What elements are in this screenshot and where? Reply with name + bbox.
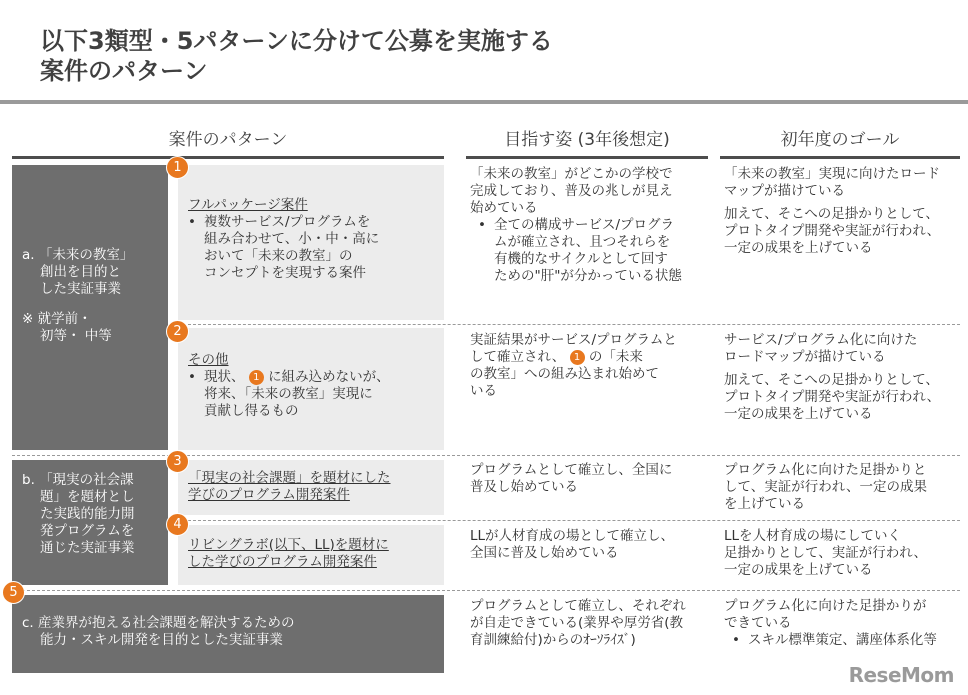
row2-goal1 [724, 332, 964, 423]
row1-desc2: 組み合わせて、小・中・高に [204, 231, 380, 247]
row-separator-4 [12, 590, 960, 591]
category-a-line2: 創出を目的と [40, 264, 121, 280]
row1-goal3-b2: ムが確立され、且つそれらを [494, 234, 671, 250]
category-b-line4: 発プログラムを [40, 523, 135, 539]
row1-goal1-line3: 加えて、そこへの足掛かりとして、 [724, 206, 939, 222]
row4-goal1-line3: 一定の成果を上げている [724, 562, 873, 578]
row1-pattern-cell [178, 165, 444, 320]
row1-goal3 [470, 166, 710, 285]
row2-goal1-line4: プロトタイプ開発や実証が行われ、 [724, 389, 941, 405]
row4-goal3-line1: LLが人材育成の場として確立し、 [470, 528, 675, 544]
category-b-line3: た実践的能力開 [40, 506, 135, 522]
page-title [40, 26, 553, 86]
header-rule-pattern [12, 156, 444, 159]
category-a-line1: a. 「未来の教室」 [22, 247, 134, 263]
row1-goal1-line4: プロトタイプ開発や実証が行われ、 [724, 223, 941, 239]
row1-goal3-line3: 始めている [470, 200, 538, 216]
row5-goal3-line2: が自走できている(業界や厚労省(教 [470, 615, 684, 631]
row3-pattern-cell [178, 460, 444, 515]
row-separator-1 [178, 324, 960, 325]
inline-badge-1b: 1 [570, 350, 585, 365]
row1-goal3-b1: 全ての構成サービス/プログラ [494, 217, 675, 233]
row1-goal1-line1: 「未来の教室」実現に向けたロード [724, 166, 940, 182]
pattern-badge-2: 2 [166, 320, 189, 343]
row4-goal3-line2: 全国に普及し始めている [470, 545, 619, 561]
row5-goal1-line3: スキル標準策定、講座体系化等 [748, 632, 937, 648]
row5-goal1-bullet: • [732, 632, 740, 648]
row5-goal1-line1: プログラム化に向けた足掛かりが [724, 598, 927, 614]
row-separator-3 [178, 520, 960, 521]
category-a-note1: ※ 就学前・ [22, 311, 92, 327]
row4-title-line2: した学びのプログラム開発案件 [188, 554, 377, 570]
row1-goal3-b4: ための"肝"が分かっている状態 [494, 268, 682, 284]
row2-title: その他 [188, 352, 229, 368]
header-rule-goal3 [466, 156, 708, 159]
row1-goal1 [724, 166, 964, 257]
row3-goal1-line3: を上げている [724, 496, 805, 512]
row3-goal3 [470, 462, 710, 496]
row2-goal3-line1: 実証結果がサービス/プログラムと [470, 332, 677, 348]
row4-goal3 [470, 528, 710, 562]
row3-goal1 [724, 462, 964, 513]
pattern-badge-1: 1 [166, 156, 189, 179]
row2-desc2: 将来、「未来の教室」実現に [204, 386, 373, 402]
header-goal-first-year: 初年度のゴール [780, 130, 900, 150]
row1-goal3-bullet: • [478, 217, 486, 233]
row2-goal3-line4: いる [470, 383, 497, 399]
title-line-1: 以下3類型・5パターンに分けて公募を実施する [40, 27, 553, 55]
row1-title: フルパッケージ案件 [188, 197, 308, 213]
row2-desc1a: 現状、 [204, 369, 245, 385]
row5-goal3 [470, 598, 710, 649]
category-a-block [12, 165, 168, 450]
row5-goal3-line3: 育訓練給付)からのｵｰｿﾗｲｽﾞ) [470, 632, 636, 648]
row5-goal3-line1: プログラムとして確立し、それぞれ [470, 598, 686, 614]
row4-goal1-line1: LLを人材育成の場にしていく [724, 528, 902, 544]
row5-goal1-line2: できている [724, 615, 792, 631]
row2-goal3 [470, 332, 710, 400]
row1-goal3-b3: 有機的なサイクルとして回す [494, 251, 668, 267]
row1-desc1: 複数サービス/プログラムを [204, 214, 371, 230]
category-a-line3: した実証事業 [40, 281, 121, 297]
header-rule-goal1 [720, 156, 960, 159]
category-b-line2: 題」を題材とし [40, 489, 135, 505]
row2-goal1-line3: 加えて、そこへの足掛かりとして、 [724, 372, 939, 388]
row3-goal3-line2: 普及し始めている [470, 479, 578, 495]
row2-desc3: 貢献し得るもの [204, 403, 299, 419]
row2-goal3-line2a: して確立され、 [470, 349, 566, 365]
row2-goal3-line2b: の「未来 [588, 349, 643, 365]
row1-desc4: コンセプトを実現する案件 [204, 265, 366, 281]
row3-goal3-line1: プログラムとして確立し、全国に [470, 462, 673, 478]
category-b-block [12, 460, 168, 585]
row3-goal1-line2: して、実証が行われ、一定の成果 [724, 479, 928, 495]
row4-pattern-cell [178, 525, 444, 585]
inline-badge-1: 1 [249, 370, 264, 385]
row3-goal1-line1: プログラム化に向けた足掛かりと [724, 462, 927, 478]
resemom-logo: ReseMom [848, 663, 954, 687]
category-c-line2: 能力・スキル開発を目的とした実証事業 [40, 632, 283, 648]
header-pattern: 案件のパターン [168, 130, 288, 150]
row5-goal1 [724, 598, 964, 649]
header-goal-3years: 目指す姿 (3年後想定) [504, 130, 670, 150]
row2-goal3-line3: の教室」への組み込まれ始めて [470, 366, 659, 382]
row2-bullet: • [188, 369, 196, 385]
row2-pattern-cell [178, 328, 444, 450]
row4-title-line1: リビングラボ(以下、LL)を題材に [188, 537, 389, 553]
category-c-line1: c. 産業界が抱える社会課題を解決するための [22, 615, 295, 631]
row1-goal3-line2: 完成しており、普及の兆しが見え [470, 183, 673, 199]
row1-desc3: おいて「未来の教室」の [204, 248, 353, 264]
category-b-line5: 通じた実証事業 [40, 540, 135, 556]
row2-goal1-line1: サービス/プログラム化に向けた [724, 332, 918, 348]
category-b-line1: b. 「現実の社会課 [22, 472, 134, 488]
row4-goal1-line2: 足掛かりとして、実証が行われ、 [724, 545, 928, 561]
row1-goal3-line1: 「未来の教室」がどこかの学校で [470, 166, 673, 182]
row3-title-line2: 学びのプログラム開発案件 [188, 487, 350, 503]
pattern-badge-3: 3 [166, 450, 189, 473]
pattern-badge-5: 5 [2, 581, 25, 604]
row1-goal1-line5: 一定の成果を上げている [724, 240, 873, 256]
row1-goal1-line2: マップが描けている [724, 183, 845, 199]
row-separator-2 [12, 455, 960, 456]
title-divider [0, 100, 968, 104]
category-a-note2: 初等・ 中等 [40, 328, 112, 344]
row3-title-line1: 「現実の社会課題」を題材にした [188, 470, 391, 486]
title-line-2: 案件のパターン [40, 57, 208, 85]
row2-goal1-line2: ロードマップが描けている [724, 349, 886, 365]
row4-goal1 [724, 528, 964, 579]
row1-bullet: • [188, 214, 196, 230]
pattern-badge-4: 4 [166, 513, 189, 536]
row2-goal1-line5: 一定の成果を上げている [724, 406, 873, 422]
category-c-block [12, 595, 444, 673]
row2-desc1b: に組み込めないが、 [268, 369, 390, 385]
